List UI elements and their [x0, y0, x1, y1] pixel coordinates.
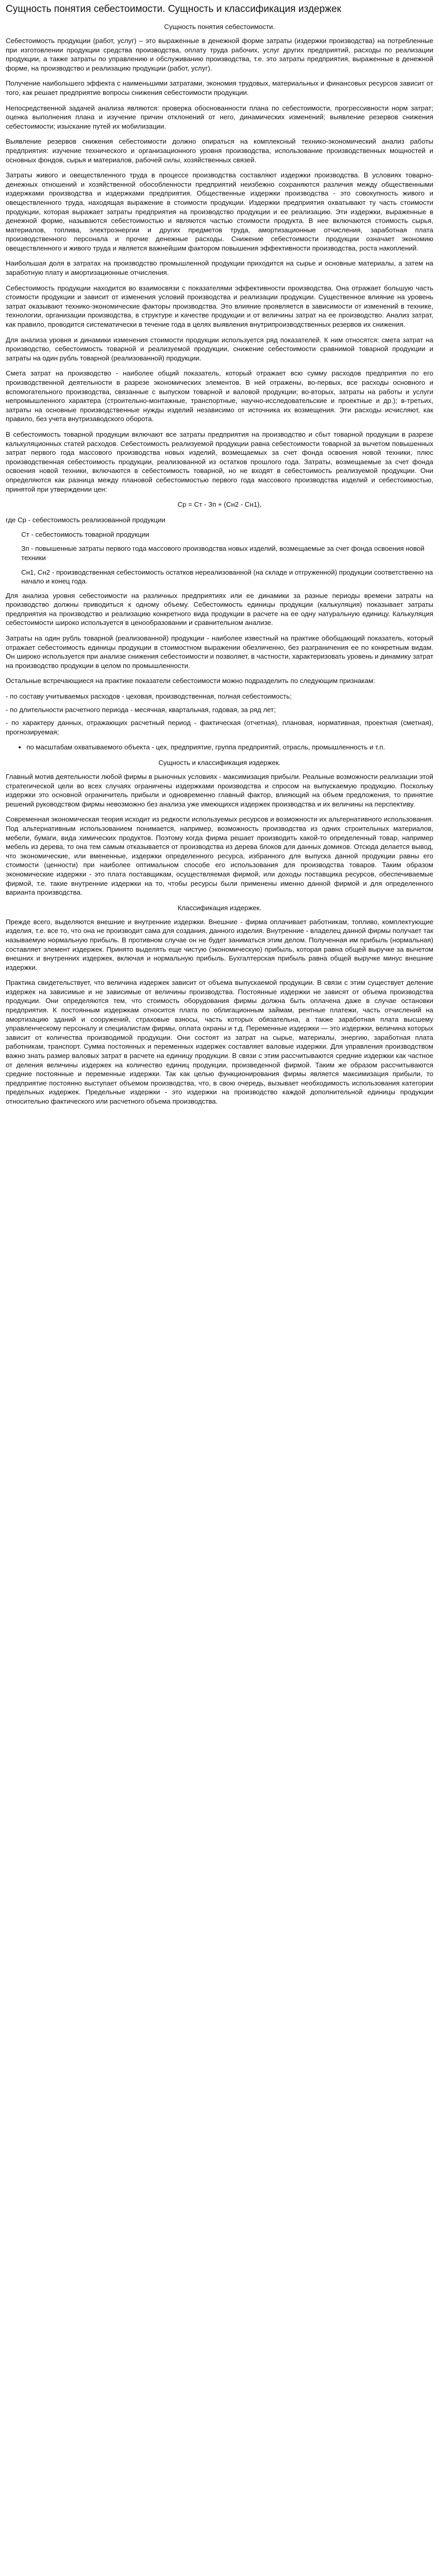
formula-legend-item: где Ср - себестоимость реализованной продукции	[6, 516, 166, 524]
list-item: • по масштабам охватываемого объекта - цех, предприятие, группа предприятий, отрасль, промышленность и т.п.	[26, 743, 433, 752]
formula-legend-item: Зп - повышенные затраты первого года массового производства новых изделий, возмещаемые за счет фонда освоения новой техники	[21, 545, 424, 562]
paragraph: Себестоимость продукции (работ, услуг) – это выраженные в денежной форме затраты (издержки производства) на потребленные при изготовлении продукции средства производства, оплату труда рабочих, услуг других предприятий, расходы по реализации продукции, а также затраты по управлению и обслуживанию производства, т.е. это затраты предприятия, выраженные в денежной форме, на производство и реализацию продукции (работ, услуг).	[6, 37, 433, 72]
paragraph: Прежде всего, выделяются внешние и внутренние издержки. Внешние - фирма оплачивает работникам, топливо, комплектующие изделия, т.е. все то, что она не производит сама для создания, данного изделия. Внутренние - владелец данной фирмы получает так называемую нормальную прибыль. В противном случае он не будет заниматься этим делом. Полученная им прибыль (нормальная) составляет элемент издержек. Принято выделять еще чистую (экономическую) прибыль, которая равна общей выручке за вычетом внешних и внутренних издержек, включая и нормальную прибыль. Бухгалтерская прибыль равна общей выручке минус внешние издержки.	[6, 917, 433, 971]
list-item: - по характеру данных, отражающих расчетный период - фактическая (отчетная), плановая, нормативная, проектная (сметная), прогнозируемая;	[6, 719, 433, 736]
article	[0, 0, 439, 1123]
section-heading-cost-essence: Сущность понятия себестоимости.	[164, 23, 275, 31]
bullet-list	[6, 743, 433, 752]
page-title: Сущность понятия себестоимости. Сущность и классификация издержек	[6, 4, 342, 15]
paragraph: Остальные встречающиеся на практике показатели себестоимости можно подразделить по следующим признакам:	[6, 677, 375, 685]
formula-legend-item: Сн1, Сн2 - производственная себестоимость остатков нереализованной (на складе и отгруженной) продукции соответственно на начало и конец года.	[21, 568, 433, 586]
paragraph: Современная экономическая теория исходит из редкости используемых ресурсов и возможности их альтернативного использования. Под альтернативным использованием понимается, например, возможность производства из одних строительных материалов, мебели, бумаги, вида химических продуктов. Поэтому когда фирма решает производить какой-то определенный товар, например мебель из дерева, то она тем самым отказывается от производства из дерева блоков для данных домиков. Отсюда делается вывод, что экономические, или вмененные, издержки определенного ресурса, избранного для выпуска данной продукции равны его стоимости (ценности) при наиболее оптимальном способе его использования для производства товаров. Таким образом экономические издержки - это плата поставщикам, осуществляемая фирмой, или доходы поставщика ресурсов, обеспечиваемые фирмой, т.е. такие внутренние издержки на то, чтобы ресурсы были применены именно данной фирмой и для определенного варианта производства.	[6, 815, 433, 897]
list-item: - по составу учитываемых расходов - цеховая, производственная, полная себестоимость;	[6, 692, 292, 701]
formula-legend-item: Ст - себестоимость товарной продукции	[21, 530, 149, 538]
paragraph: Смета затрат на производство - наиболее общий показатель, который отражает всю сумму расходов предприятия по его производственной деятельности в разрезе экономических элементов. В ней отражены, во-первых, все расходы основного и вспомогательного производства, связанные с выпуском товарной и валовой продукции; во-вторых, затраты на работы и услуги непромышленного характера (строительно-монтажные, транспортные, научно-исследовательские и проектные и др.); в-третьих, затраты на основные производственные нужды изделий независимо от источника их возмещения. Эти расходы исчисляют, как правило, без учета внутризаводского оборота.	[6, 369, 433, 423]
paragraph: Главный мотив деятельности любой фирмы в рыночных условиях - максимизация прибыли. Реальные возможности реализации этой стратегической цели во всех случаях ограничены издержками производства и спросом на выпускаемую продукцию. Поскольку издержки это основной ограничитель прибыли и одновременно главный фактор, влияющий на объем предложения, то принятие решений руководством фирмы невозможно без анализа уже имеющихся издержек производства и их величины на перспективу.	[6, 773, 433, 808]
list-item: - по длительности расчетного периода - месячная, квартальная, годовая, за ряд лет;	[6, 705, 276, 714]
criteria-list	[6, 692, 433, 736]
paragraph: Затраты на один рубль товарной (реализованной) продукции - наиболее известный на практике обобщающий показатель, который отражает себестоимость единицы продукции в стоимостном выражении обезличенно, без разграничения ее по конкретным видам. Он широко используется при анализе снижения себестоимости и позволяет, в частности, характеризовать уровень и динамику затрат на производство продукции в целом по промышленности.	[6, 634, 433, 670]
paragraph: Непосредственной задачей анализа являются: проверка обоснованности плана по себестоимости, прогрессивности норм затрат; оценка выполнения плана и изучение причин отклонений от него, динамических изменений; выявление резервов снижения себестоимости; изыскание путей их мобилизации.	[6, 104, 433, 130]
paragraph: Для анализа уровня и динамики изменения стоимости продукции используется ряд показателей. К ним относятся: смета затрат на производство, себестоимость товарной и реализуемой продукции, снижение себестоимости сравнимой товарной продукции и затраты на один рубль товарной (реализованной) продукции.	[6, 336, 433, 362]
paragraph: Затраты живого и овеществленного труда в процессе производства составляют издержки производства. В условиях товарно-денежных отношений и хозяйственной обособленности предприятий неизбежно сохраняются различия между общественными издержками производства и издержками предприятия. Общественные издержки производства - это совокупность живого и овеществленного труда, находящая выражение в стоимости продукции. Издержки предприятия охватывают ту часть стоимости продукции, которая выражает затраты предприятия на производство продукции и ее реализацию. Эти издержки, выраженные в денежной форме, называются себестоимостью и являются частью стоимости продукта. В нее включаются стоимость сырья, материалов, топлива, электроэнергии и других предметов труда, амортизационные отчисления, заработная плата производственного персонала и прочие денежные расходы. Снижение себестоимости продукции означает экономию овеществленного и живого труда и является важнейшим фактором повышения эффективности производства, роста накоплений.	[6, 171, 433, 252]
paragraph: В себестоимость товарной продукции включают все затраты предприятия на производство и сбыт товарной продукции в разрезе калькуляционных статей расходов. Себестоимость реализуемой продукции равна себестоимости товарной за вычетом повышенных затрат первого года массового производства новых изделий, возмещаемых за счет фонда освоения новой техники, плюс производственная себестоимость продукции, реализованной из остатков прошлого года. Затраты, возмещаемые за счет фонда освоения новой техники, включаются в себестоимость товарной, но не входят в себестоимость реализуемой продукции. Они определяются как разница между плановой себестоимостью первого года массового производства изделий и себестоимостью, принятой при утверждении цен:	[6, 430, 433, 493]
section-heading-costs-classification: Сущность и классификация издержек.	[158, 759, 281, 767]
section-heading-classification: Классификация издержек.	[177, 903, 262, 912]
paragraph: Наибольшая доля в затратах на производство промышленной продукции приходится на сырье и основные материалы, а затем на заработную плату и амортизационные отчисления.	[6, 259, 433, 277]
paragraph: Выявление резервов снижения себестоимости должно опираться на комплексный технико-экономический анализ работы предприятия: изучение технического и организационного уровня производства, использование производственных мощностей и основных фондов, сырья и материалов, рабочей силы, хозяйственных связей.	[6, 137, 433, 164]
paragraph: Для анализа уровня себестоимости на различных предприятиях или ее динамики за разные периоды времени затраты на производство должны приводиться к одному объему. Себестоимость единицы продукции (калькуляция) показывает затраты предприятия на производство и реализацию конкретного вида продукции в расчете на ее одну натуральную единицу. Калькуляция себестоимости широко используется в ценообразовании и сравнительном анализе.	[6, 591, 433, 627]
paragraph: Практика свидетельствует, что величина издержек зависит от объема выпускаемой продукции. В связи с этим существует деление издержек на зависимые и не зависимые от величины производства. Постоянные издержки не зависят от объема производства продукции. Они определяются тем, что стоимость оборудования фирмы должна быть оплачена даже в случае остановки предприятия. К постоянным издержкам относится плата по облигационным займам, рентные платежи, часть отчислений на амортизацию зданий и сооружений, страховые взносы, часть которых обязательна, а также заработная плата высшему управленческому персоналу и специалистам фирмы, оплата охраны и т.д. Переменные издержки — это издержки, величина которых зависит от количества производимой продукции. Они состоят из затрат на сырье, материалы, энергию, заработная плата работникам, транспорт. Сумма постоянных и переменных издержек составляет валовые издержки. Для управления производством важно знать размер валовых затрат в расчете на единицу продукции. В связи с этим рассчитываются средние издержки как частное от деления величины издержек на количество единиц продукции, произведенной фирмой. Таким же образом рассчитываются средние постоянные и переменные издержки. Так как целью функционирования фирмы является максимизация прибыли, то предприятие постоянно выступает объемом производства, что, в свою очередь, вызывает необходимость использования категории предельных издержек. Предельные издержки - это издержки на производство каждой дополнительной единицы продукции относительно фактического или расчетного объема производства.	[6, 979, 433, 1105]
cost-formula: Cр = Ст - Зп + (Сн2 - Сн1),	[177, 500, 262, 509]
paragraph: Себестоимость продукции находится во взаимосвязи с показателями эффективности производства. Она отражает большую часть стоимости продукции и зависит от изменения условий производства и реализации продукции. Существенное влияние на уровень затрат оказывают технико-экономические факторы производства. Это влияние проявляется в зависимости от изменений в технике, технологии, организации производства, в структуре и качестве продукции и от величины затрат на ее производство. Анализ затрат, как правило, проводится систематически в течение года в целях выявления внутрипроизводственных резервов их снижения.	[6, 284, 433, 329]
paragraph: Получение наибольшего эффекта с наименьшими затратами, экономия трудовых, материальных и финансовых ресурсов зависит от того, как решает предприятие вопросы снижения себестоимости продукции.	[6, 79, 433, 96]
